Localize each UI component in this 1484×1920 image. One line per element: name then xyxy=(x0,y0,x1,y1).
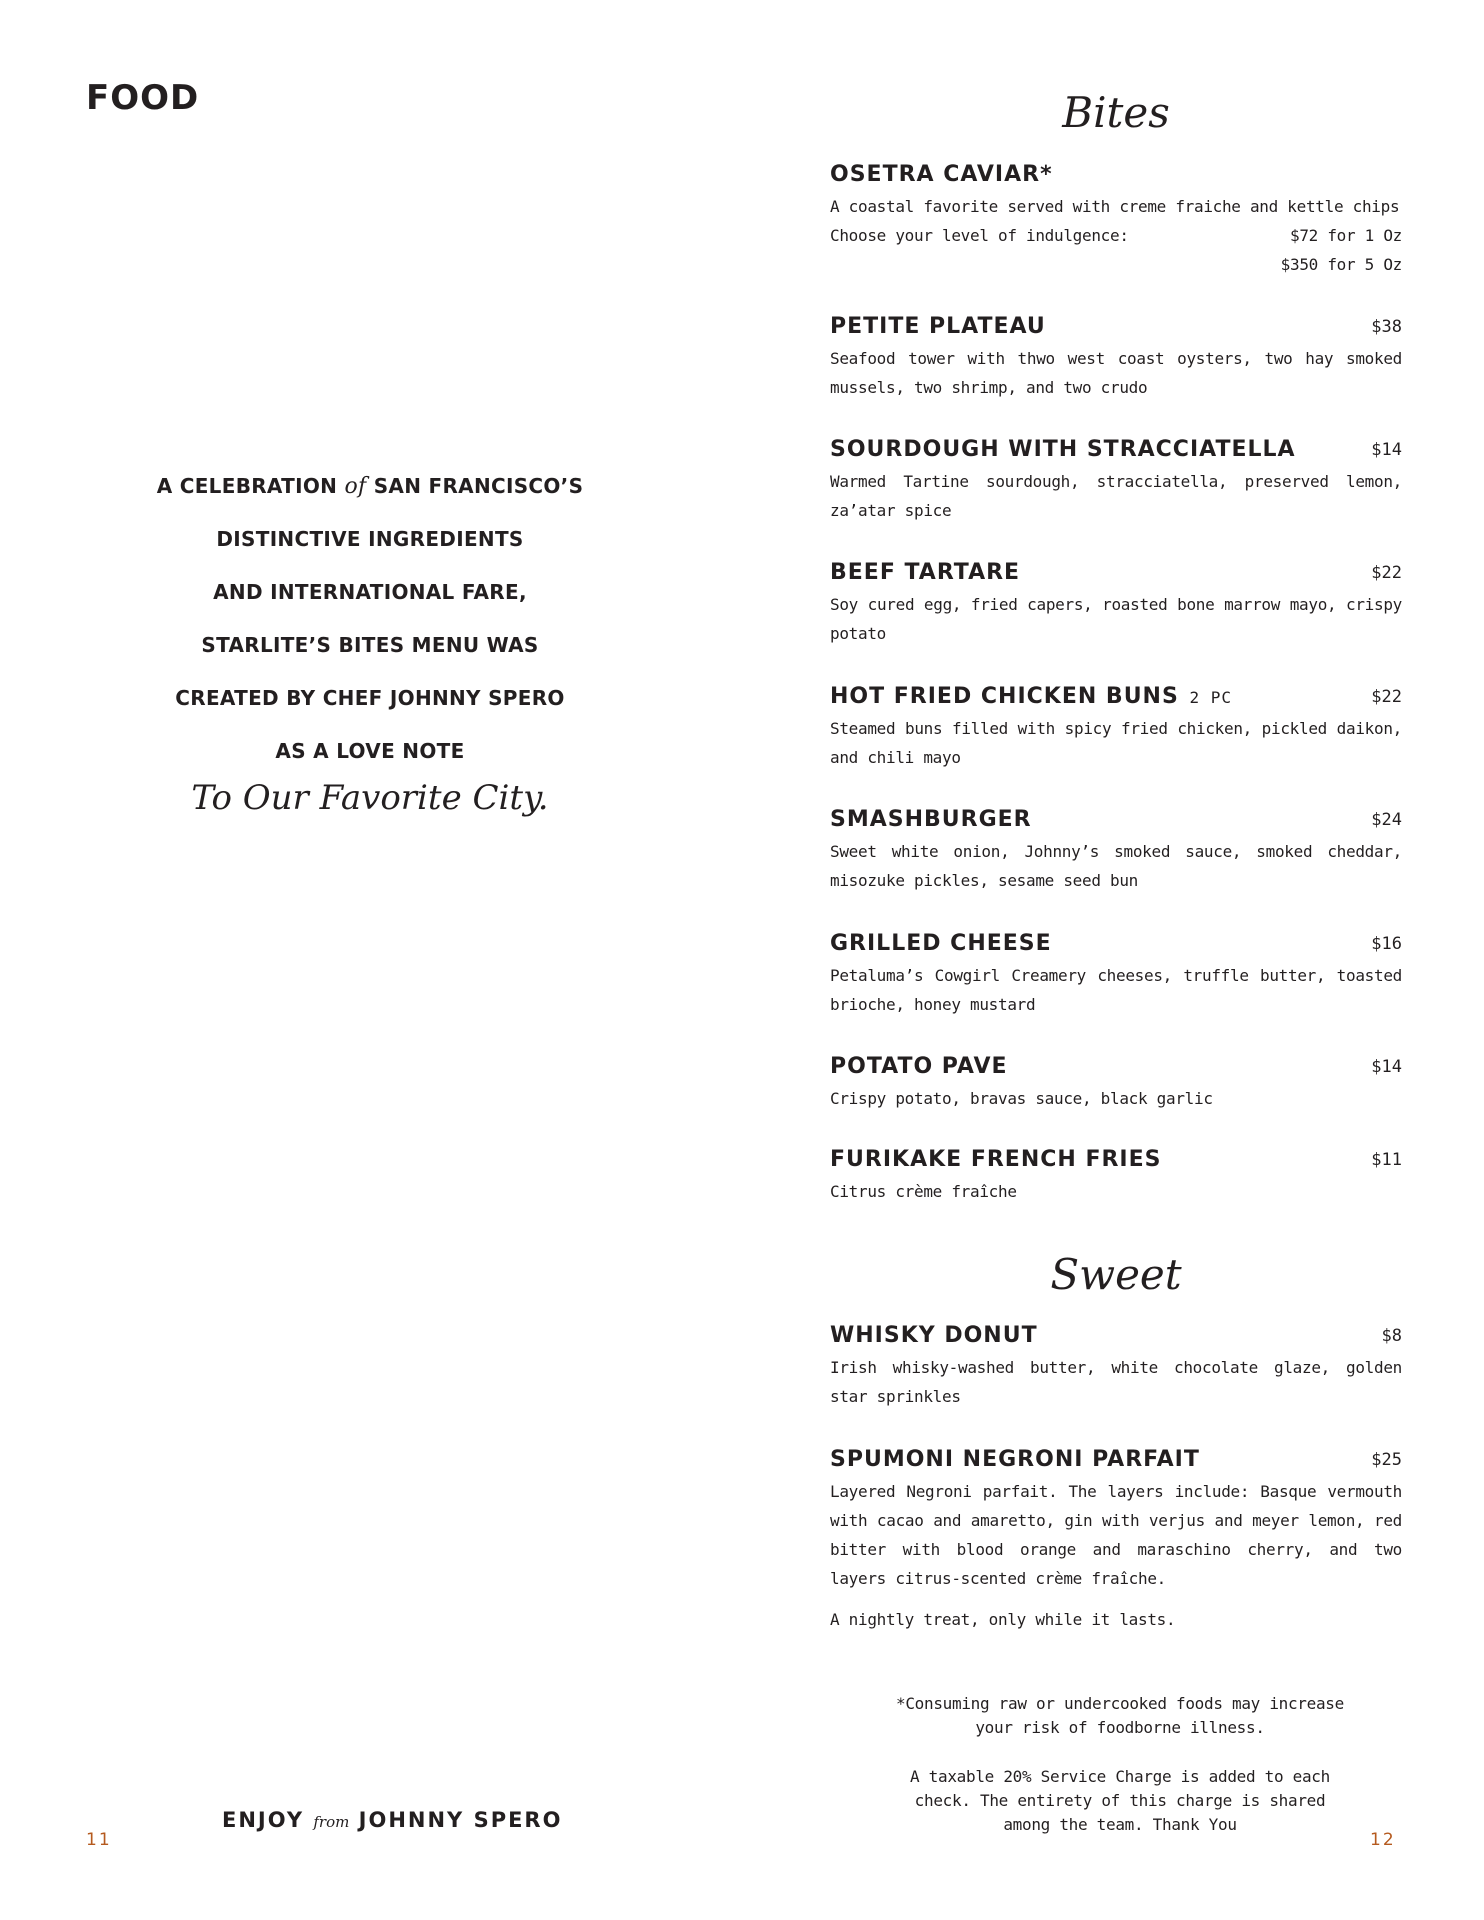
intro-script-word: of xyxy=(344,474,367,499)
footnote-raw-food: *Consuming raw or undercooked foods may increase your risk of foodborne illness. xyxy=(896,1694,1344,1737)
item-quantity: 2 PC xyxy=(1178,688,1232,707)
caviar-option-2: $350 for 5 Oz xyxy=(1280,255,1402,274)
intro-blurb xyxy=(150,460,590,818)
item-price: $22 xyxy=(1371,687,1402,707)
menu-item xyxy=(830,1323,1402,1411)
menu-item xyxy=(830,314,1402,402)
menu-item xyxy=(830,807,1402,895)
signoff: ENJOY from JOHNNY SPERO xyxy=(222,1808,563,1832)
item-price: $24 xyxy=(1371,810,1402,830)
item-name: POTATO PAVE xyxy=(830,1054,1008,1079)
menu-item xyxy=(830,437,1402,525)
section-title-bites: Bites xyxy=(1062,88,1170,137)
item-description: Seafood tower with thwo west coast oysters, two hay smoked mussels, two shrimp, and two crudo xyxy=(830,349,1402,397)
footnotes xyxy=(890,1692,1350,1862)
item-description: Petaluma’s Cowgirl Creamery cheeses, truffle butter, toasted brioche, honey mustard xyxy=(830,966,1402,1014)
item-price: $16 xyxy=(1371,934,1402,954)
intro-line-3: AND INTERNATIONAL FARE, xyxy=(213,580,527,604)
footnote-service-charge: A taxable 20% Service Charge is added to each check. The entirety of this charge is shared among the team. Thank You xyxy=(910,1767,1330,1834)
item-note: A nightly treat, only while it lasts. xyxy=(830,1610,1176,1629)
caviar-option-1: $72 for 1 Oz xyxy=(1290,226,1402,245)
item-description: Soy cured egg, fried capers, roasted bone marrow mayo, crispy potato xyxy=(830,595,1402,643)
item-description: Layered Negroni parfait. The layers include: Basque vermouth with cacao and amaretto, gin with verjus and meyer lemon, red bitter with blood orange and maraschino cherry, and two layers citrus-scented crème fraîche. xyxy=(830,1482,1402,1588)
page-number-left: 11 xyxy=(86,1830,112,1850)
menu-item xyxy=(830,1054,1402,1113)
item-price: $25 xyxy=(1371,1450,1402,1470)
menu-item xyxy=(830,931,1402,1019)
item-name: SOURDOUGH WITH STRACCIATELLA xyxy=(830,437,1296,462)
caviar-choose-label: Choose your level of indulgence: xyxy=(830,226,1129,245)
menu-item xyxy=(830,1447,1402,1634)
menu-item xyxy=(830,560,1402,648)
page-number-right: 12 xyxy=(1370,1830,1396,1850)
item-description: A coastal favorite served with creme fraiche and kettle chips xyxy=(830,197,1400,216)
item-price: $14 xyxy=(1371,1057,1402,1077)
item-description: Warmed Tartine sourdough, stracciatella, preserved lemon, za’atar spice xyxy=(830,472,1402,520)
menu-item-caviar xyxy=(830,162,1402,279)
item-name: BEEF TARTARE xyxy=(830,560,1021,585)
item-name: OSETRA CAVIAR* xyxy=(830,162,1053,187)
item-name: FURIKAKE FRENCH FRIES xyxy=(830,1147,1162,1172)
menu-item xyxy=(830,684,1402,772)
item-name: WHISKY DONUT xyxy=(830,1323,1038,1348)
intro-line-5: CREATED BY CHEF JOHNNY SPERO xyxy=(175,686,565,710)
item-name: PETITE PLATEAU xyxy=(830,314,1046,339)
section-title-sweet: Sweet xyxy=(1050,1250,1182,1299)
item-description: Sweet white onion, Johnny’s smoked sauce, smoked cheddar, misozuke pickles, sesame seed bun xyxy=(830,842,1402,890)
intro-line-2: DISTINCTIVE INGREDIENTS xyxy=(216,527,524,551)
item-name: SPUMONI NEGRONI PARFAIT xyxy=(830,1447,1200,1472)
menu-item xyxy=(830,1147,1402,1206)
item-price: $22 xyxy=(1371,563,1402,583)
item-price: $8 xyxy=(1381,1326,1402,1346)
item-price: $14 xyxy=(1371,440,1402,460)
item-description: Crispy potato, bravas sauce, black garlic xyxy=(830,1089,1213,1108)
item-description: Irish whisky-washed butter, white chocolate glaze, golden star sprinkles xyxy=(830,1358,1402,1406)
item-name: HOT FRIED CHICKEN BUNS 2 PC xyxy=(830,684,1232,709)
item-name: SMASHBURGER xyxy=(830,807,1032,832)
intro-line-1: A CELEBRATION of SAN FRANCISCO’S xyxy=(156,474,584,499)
signoff-script-word: from xyxy=(313,1813,350,1831)
item-name: GRILLED CHEESE xyxy=(830,931,1052,956)
intro-line-6: AS A LOVE NOTE xyxy=(275,739,465,763)
intro-line-4: STARLITE’S BITES MENU WAS xyxy=(201,633,539,657)
item-description: Steamed buns filled with spicy fried chicken, pickled daikon, and chili mayo xyxy=(830,719,1402,767)
item-price: $11 xyxy=(1371,1150,1402,1170)
caviar-option-row xyxy=(830,221,1402,250)
caviar-option-row-2 xyxy=(830,250,1402,279)
page-heading: FOOD xyxy=(86,78,200,118)
intro-script-line: To Our Favorite City. xyxy=(191,778,549,818)
item-price: $38 xyxy=(1371,317,1402,337)
menu-column xyxy=(830,0,1402,1920)
item-description: Citrus crème fraîche xyxy=(830,1182,1017,1201)
